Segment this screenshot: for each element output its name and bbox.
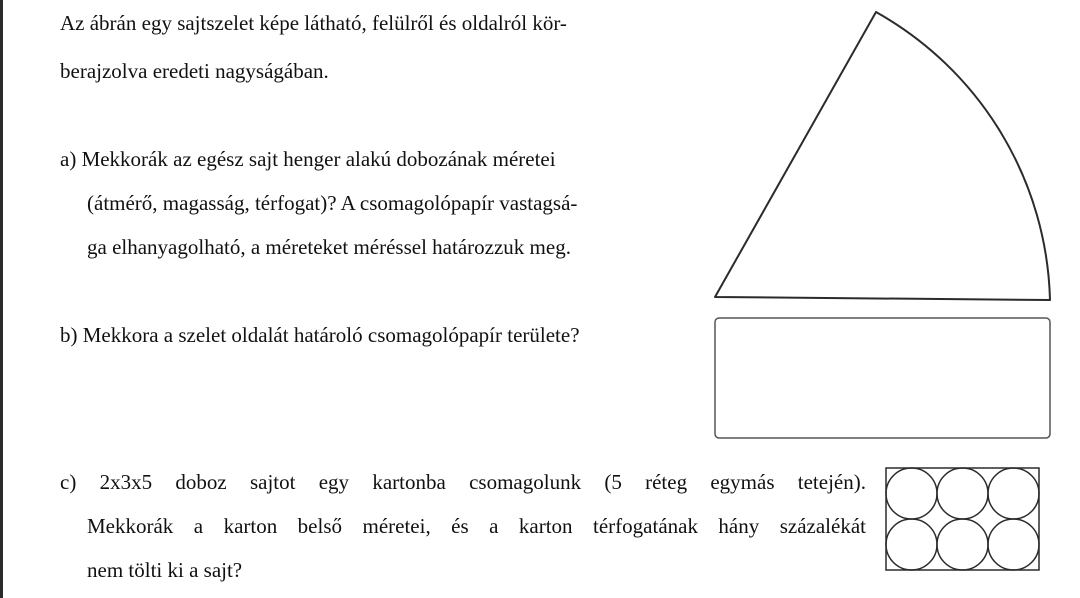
cheese-box-circle <box>886 519 937 570</box>
question-c-line-2: Mekkorák a karton belső méretei, és a karton térfogatának hány százalékát <box>87 514 866 538</box>
carton-top-view <box>886 468 1039 570</box>
cheese-slice-side-view <box>715 318 1050 438</box>
intro-line-2: berajzolva eredeti nagyságában. <box>60 59 329 83</box>
cheese-slice-top-view <box>715 12 1050 300</box>
cheese-box-circle <box>937 519 988 570</box>
question-a-line-2: (átmérő, magasság, térfogat)? A csomagolópapír vastagsá- <box>87 191 578 215</box>
question-a-line-1: a) Mekkorák az egész sajt henger alakú dobozának méretei <box>60 147 556 171</box>
question-c-line-1: c) 2x3x5 doboz sajtot egy kartonba csomagolunk (5 réteg egymás tetején). <box>60 470 866 494</box>
cheese-box-circle <box>937 468 988 519</box>
question-b-line-1: b) Mekkora a szelet oldalát határoló csomagolópapír területe? <box>60 323 580 347</box>
cheese-box-circle <box>886 468 937 519</box>
question-a-line-3: ga elhanyagolható, a méreteket méréssel határozzuk meg. <box>87 235 571 259</box>
cheese-box-circle <box>988 519 1039 570</box>
question-c-line-3: nem tölti ki a sajt? <box>87 558 243 582</box>
intro-line-1: Az ábrán egy sajtszelet képe látható, felülről és oldalról kör- <box>60 11 567 35</box>
cheese-box-circle <box>988 468 1039 519</box>
